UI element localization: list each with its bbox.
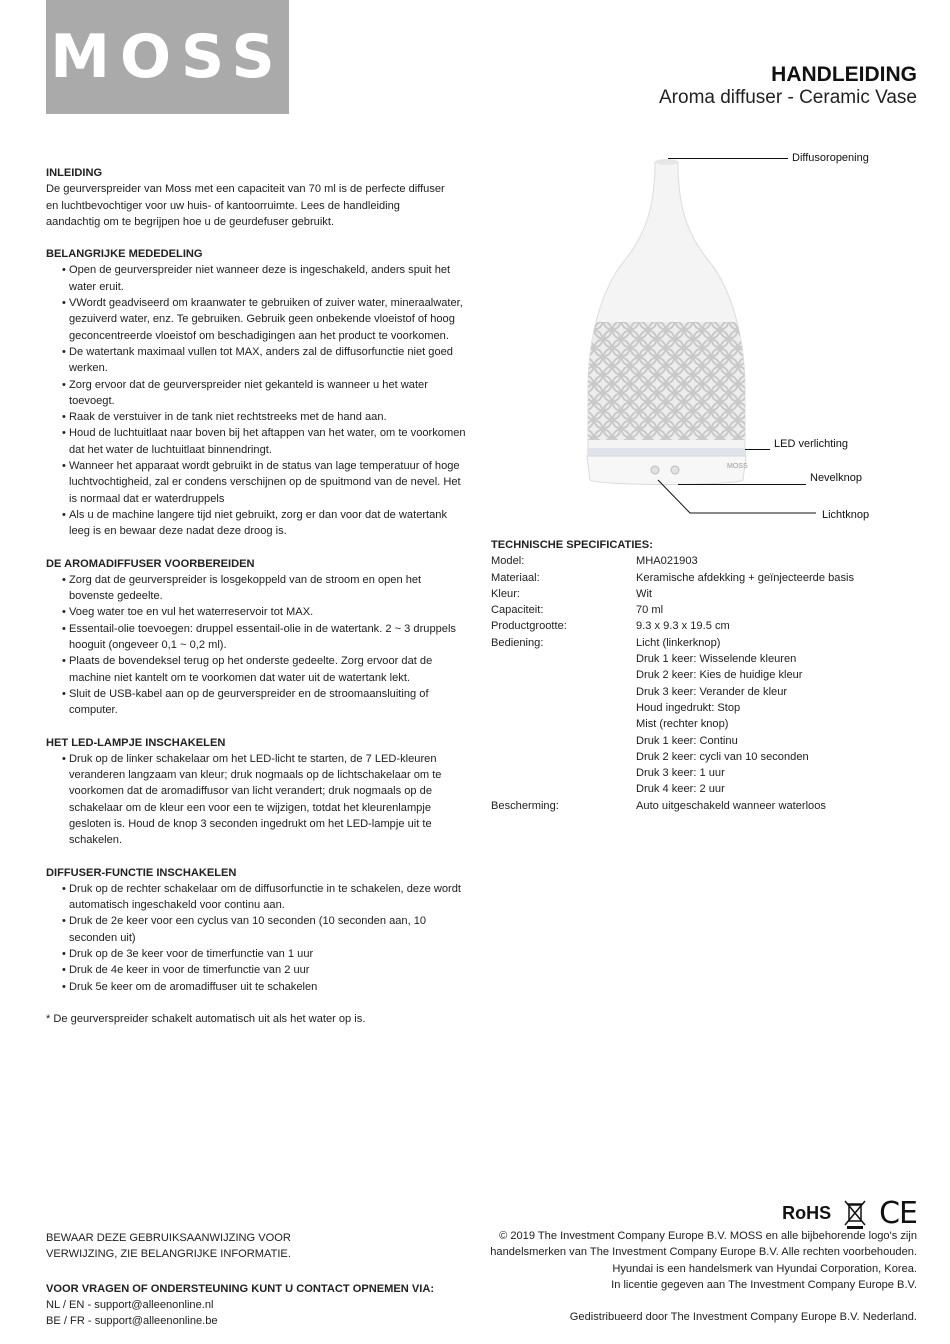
instructions-column bbox=[46, 165, 466, 1027]
list-item: • Essentail-olie toevoegen: druppel essentail-olie in de watertank. 2 ~ 3 druppels hooguit (ongeveer 0,1 ~ 0,2 ml). bbox=[62, 621, 466, 654]
intro-heading: INLEIDING bbox=[46, 167, 103, 179]
light-button bbox=[651, 466, 659, 474]
spec-row bbox=[491, 798, 911, 814]
callout-line-opening bbox=[668, 158, 788, 159]
callout-light: Lichtknop bbox=[822, 509, 870, 521]
spec-label: Bediening: bbox=[491, 636, 544, 649]
spec-value: Licht (linkerknop) bbox=[636, 636, 721, 649]
weee-bin-icon bbox=[843, 1199, 867, 1229]
callout-opening: Diffusoropening bbox=[792, 152, 869, 164]
spec-value: Keramische afdekking + geïnjecteerde basis bbox=[636, 571, 854, 584]
spec-label: Materiaal: bbox=[491, 571, 540, 584]
spec-value: Druk 2 keer: cycli van 10 seconden bbox=[636, 750, 809, 763]
spec-row bbox=[491, 749, 911, 765]
list-item: • Raak de verstuiver in de tank niet rechtstreeks met de hand aan. bbox=[62, 409, 466, 425]
list-item: • Druk op de linker schakelaar om het LED-licht te starten, de 7 LED-kleuren veranderen langzaam van kleur; druk nogmaals op de lichtschakelaar om te voorkomen dat de aromadiffusor van licht verandert; druk nogmaals op de schakelaar om de kleur een voor een te wijzigen, totdat het kleurenlampje gesloten is. Houd de knop 3 seconden ingedrukt om het LED-lampje uit te schakelen. bbox=[62, 751, 466, 849]
prepare-section bbox=[46, 556, 466, 719]
callout-mist: Nevelknop bbox=[810, 472, 862, 484]
spec-label bbox=[491, 733, 636, 749]
list-item: • Houd de luchtuitlaat naar boven bij het aftappen van het water, om te voorkomen dat het water de luchtuitlaat binnendringt. bbox=[62, 425, 466, 458]
spec-row bbox=[491, 553, 911, 569]
spec-label bbox=[491, 667, 636, 683]
list-item: • Druk 5e keer om de aromadiffuser uit te schakelen bbox=[62, 979, 466, 995]
spec-label bbox=[491, 765, 636, 781]
spec-value: Druk 2 keer: Kies de huidige kleur bbox=[636, 669, 803, 682]
spec-row bbox=[491, 651, 911, 667]
list-item: • Plaats de bovendeksel terug op het onderste gedeelte. Zorg ervoor dat de machine niet kantelt om te voorkomen dat water uit de watertank lekt. bbox=[62, 653, 466, 686]
footer-left bbox=[46, 1230, 486, 1329]
intro-line: en luchtbevochtiger voor uw huis- of kantoorruimte. Lees de handleiding bbox=[46, 199, 400, 212]
copyright-line: In licentie gegeven aan The Investment Company Europe B.V. bbox=[611, 1278, 917, 1291]
notice-heading: BELANGRIJKE MEDEDELING bbox=[46, 248, 203, 261]
spec-value: Druk 1 keer: Wisselende kleuren bbox=[636, 653, 797, 666]
copyright-line: Hyundai is een handelsmerk van Hyundai Corporation, Korea. bbox=[612, 1262, 917, 1275]
callout-led: LED verlichting bbox=[774, 438, 848, 450]
list-item: • Zorg dat de geurverspreider is losgekoppeld van de stroom en open het bovenste gedeelte. bbox=[62, 572, 466, 605]
spec-label: Capaciteit: bbox=[491, 604, 544, 617]
intro-line: De geurverspreider van Moss met een capaciteit van 70 ml is de perfecte diffuser bbox=[46, 183, 445, 196]
spec-value: Mist (rechter knop) bbox=[636, 718, 729, 731]
spec-row bbox=[491, 700, 911, 716]
mist-button bbox=[671, 466, 679, 474]
list-item: • Zorg ervoor dat de geurverspreider niet gekanteld is wanneer u het water toevoegt. bbox=[62, 377, 466, 410]
support-contact-be: BE / FR - support@alleenonline.be bbox=[46, 1315, 218, 1328]
led-list bbox=[46, 751, 466, 849]
spec-value: Wit bbox=[636, 587, 653, 600]
support-heading: VOOR VRAGEN OF ONDERSTEUNING KUNT U CONTACT OPNEMEN VIA: bbox=[46, 1282, 435, 1295]
spec-row bbox=[491, 635, 911, 651]
list-item: • Druk op de 3e keer voor de timerfunctie van 1 uur bbox=[62, 946, 466, 962]
spec-row bbox=[491, 716, 911, 732]
list-item: • Als u de machine langere tijd niet gebruikt, zorg er dan voor dat de watertank leeg is en bewaar deze nadat deze droog is. bbox=[62, 507, 466, 540]
spec-label bbox=[491, 684, 636, 700]
moss-logo bbox=[46, 0, 289, 114]
led-ring bbox=[587, 448, 746, 456]
list-item: • Open de geurverspreider niet wanneer deze is ingeschakeld, anders spuit het water eruit. bbox=[62, 262, 466, 295]
spec-label: Productgrootte: bbox=[491, 620, 567, 633]
list-item: • Wanneer het apparaat wordt gebruikt in de status van lage temperatuur of hoge luchtvochtigheid, zal er condens verschijnen op de spuitmond van de nevel. Het is normaal dat er waterdruppels bbox=[62, 458, 466, 507]
notice-list bbox=[46, 262, 466, 539]
led-heading: HET LED-LAMPJE INSCHAKELEN bbox=[46, 736, 226, 749]
callout-line-light bbox=[650, 478, 820, 518]
spec-row bbox=[491, 684, 911, 700]
diffuser-heading: DIFFUSER-FUNCTIE INSCHAKELEN bbox=[46, 866, 237, 879]
keep-notice-line: VERWIJZING, ZIE BELANGRIJKE INFORMATIE. bbox=[46, 1248, 291, 1261]
base-brand: MOSS bbox=[727, 463, 748, 470]
ce-mark: CE bbox=[879, 1196, 917, 1231]
logo-text: MOSS bbox=[50, 22, 285, 92]
notice-section bbox=[46, 246, 466, 539]
spec-row bbox=[491, 667, 911, 683]
callout-line-led bbox=[745, 449, 770, 450]
spec-value: Druk 4 keer: 2 uur bbox=[636, 783, 725, 796]
page-subtitle: Aroma diffuser - Ceramic Vase bbox=[659, 87, 917, 108]
rohs-mark: RoHS bbox=[782, 1203, 832, 1223]
footer-right bbox=[447, 1228, 917, 1325]
keep-notice-line: BEWAAR DEZE GEBRUIKSAANWIJZING VOOR bbox=[46, 1232, 291, 1244]
spec-row bbox=[491, 765, 911, 781]
copyright-line: © 2019 The Investment Company Europe B.V. MOSS en alle bijbehorende logo's zijn bbox=[499, 1230, 917, 1242]
diffuser-list bbox=[46, 881, 466, 995]
spec-row bbox=[491, 602, 911, 618]
spec-value: Houd ingedrukt: Stop bbox=[636, 701, 741, 714]
intro-line: aandachtig om te begrijpen hoe u de geurdefuser gebruikt. bbox=[46, 215, 335, 228]
spec-value: MHA021903 bbox=[636, 555, 698, 568]
list-item: • Druk de 2e keer voor een cyclus van 10 seconden (10 seconden aan, 10 seconden uit) bbox=[62, 913, 466, 946]
spec-value: 70 ml bbox=[636, 604, 664, 617]
diffuser-section bbox=[46, 865, 466, 995]
specs-table bbox=[491, 537, 911, 814]
list-item: • Sluit de USB-kabel aan op de geurverspreider en de stroomaansluiting of computer. bbox=[62, 686, 466, 719]
spec-label bbox=[491, 651, 636, 667]
spec-label bbox=[491, 749, 636, 765]
spec-value: Druk 3 keer: Verander de kleur bbox=[636, 685, 788, 698]
spec-label: Kleur: bbox=[491, 587, 520, 600]
led-section bbox=[46, 735, 466, 849]
specs-heading: TECHNISCHE SPECIFICATIES: bbox=[491, 539, 653, 551]
spec-row bbox=[491, 733, 911, 749]
prepare-list bbox=[46, 572, 466, 719]
spec-label bbox=[491, 781, 636, 797]
spec-row bbox=[491, 781, 911, 797]
prepare-heading: DE AROMADIFFUSER VOORBEREIDEN bbox=[46, 557, 255, 570]
list-item: • Druk op de rechter schakelaar om de diffusorfunctie in te schakelen, deze wordt automatisch ingeschakeld voor continu aan. bbox=[62, 881, 466, 914]
intro-body bbox=[46, 181, 466, 230]
support-contact-nl: NL / EN - support@alleenonline.nl bbox=[46, 1298, 214, 1311]
spec-value: Druk 1 keer: Continu bbox=[636, 734, 738, 747]
spec-value: 9.3 x 9.3 x 19.5 cm bbox=[636, 620, 730, 633]
footnote: * De geurverspreider schakelt automatisch uit als het water op is. bbox=[46, 1012, 366, 1025]
vase-pattern bbox=[585, 322, 750, 440]
list-item: • VWordt geadviseerd om kraanwater te gebruiken of zuiver water, mineraalwater, gezuiverd water, enz. Te gebruiken. Gebruik geen onbekende vloeistof of hoog geconcentreerde vloeistof om beschadigingen aan het product te voorkomen. bbox=[62, 295, 466, 344]
product-image bbox=[585, 150, 750, 495]
certification-marks bbox=[782, 1196, 917, 1231]
spec-row bbox=[491, 586, 911, 602]
spec-row bbox=[491, 618, 911, 634]
distributor-line: Gedistribueerd door The Investment Company Europe B.V. Nederland. bbox=[569, 1311, 917, 1324]
spec-label: Bescherming: bbox=[491, 799, 559, 812]
spec-label bbox=[491, 700, 636, 716]
intro-section bbox=[46, 165, 466, 230]
spec-value: Auto uitgeschakeld wanneer waterloos bbox=[636, 799, 826, 812]
copyright-line: handelsmerken van The Investment Company Europe B.V. Alle rechten voorbehouden. bbox=[490, 1246, 917, 1259]
page-title: HANDLEIDING bbox=[771, 63, 917, 86]
spec-value: Druk 3 keer: 1 uur bbox=[636, 767, 725, 780]
list-item: • Voeg water toe en vul het waterreservoir tot MAX. bbox=[62, 604, 466, 620]
spec-row bbox=[491, 570, 911, 586]
spec-label: Model: bbox=[491, 555, 525, 568]
list-item: • De watertank maximaal vullen tot MAX, anders zal de diffusorfunctie niet goed werken. bbox=[62, 344, 466, 377]
list-item: • Druk de 4e keer in voor de timerfunctie van 2 uur bbox=[62, 962, 466, 978]
spec-label bbox=[491, 716, 636, 732]
vase-opening bbox=[655, 159, 678, 165]
